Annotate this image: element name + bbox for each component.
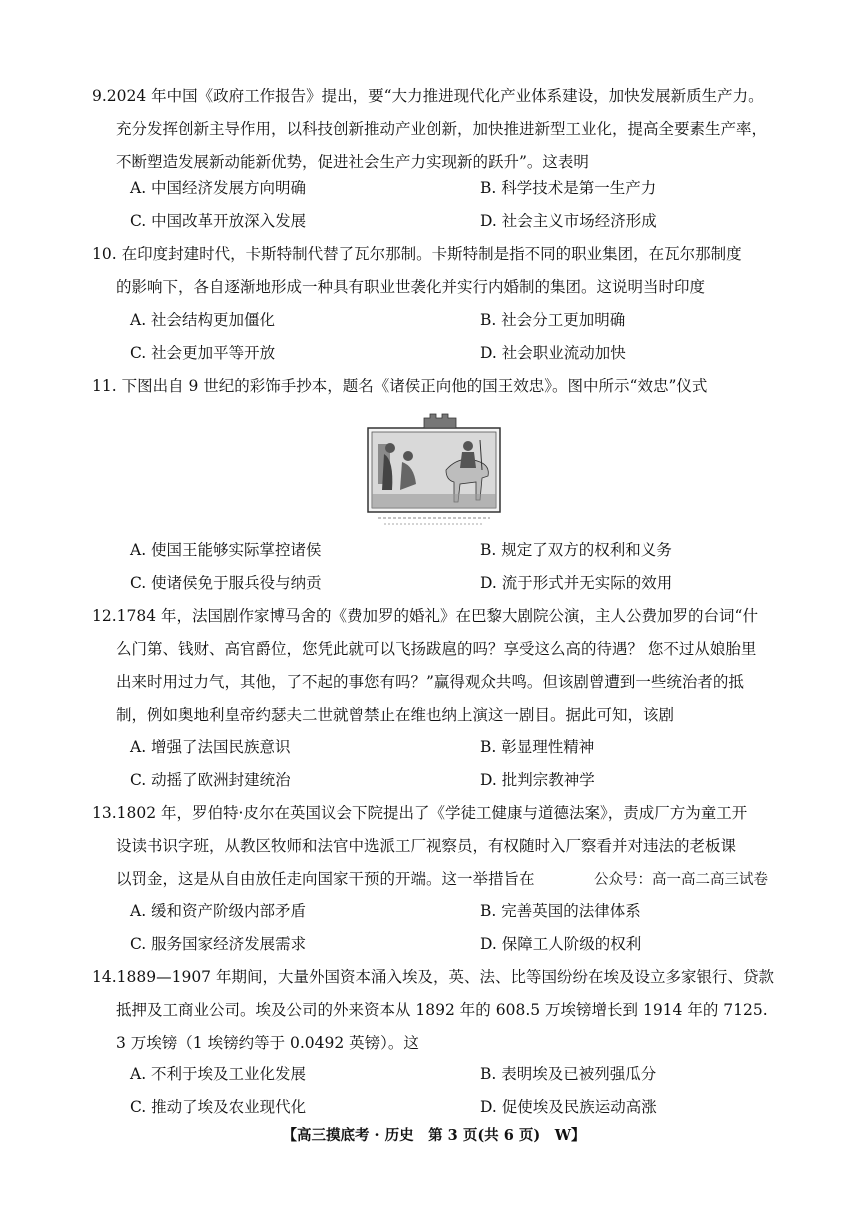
option-d[interactable]: D. 批判宗教神学 <box>480 771 595 789</box>
question-text-line: 设读书识字班，从教区牧师和法官中选派工厂视察员，有权随时入厂察看并对违法的老板课 <box>116 837 737 855</box>
question-9 <box>92 80 804 179</box>
question-13-options <box>130 895 790 961</box>
option-c[interactable]: C. 使诸侯免于服兵役与纳贡 <box>130 574 322 592</box>
option-b[interactable]: B. 表明埃及已被列强瓜分 <box>480 1065 657 1083</box>
question-text-line: 14.1889—1907 年期间，大量外国资本涌入埃及，英、法、比等国纷纷在埃及设立多家银行、贷款 <box>92 968 774 986</box>
option-b[interactable]: B. 彰显理性精神 <box>480 738 595 756</box>
question-10 <box>92 238 804 304</box>
question-text-line: 以罚金，这是从自由放任走向国家干预的开端。这一举措旨在 <box>116 870 535 888</box>
watermark: 公众号：高一高二高三试卷 <box>594 872 768 888</box>
question-text-line: 11. 下图出自 9 世纪的彩饰手抄本，题名《诸侯正向他的国王效忠》。图中所示“效忠”仪式 <box>92 377 708 395</box>
option-a[interactable]: A. 缓和资产阶级内部矛盾 <box>130 902 307 920</box>
option-a[interactable]: A. 不利于埃及工业化发展 <box>130 1065 307 1083</box>
manuscript-image <box>364 410 504 530</box>
question-12-options <box>130 731 790 797</box>
question-text-line: 不断塑造发展新动能新优势，促进社会生产力实现新的跃升”。这表明 <box>116 153 589 171</box>
question-text-line: 出来时用过力气，其他，了不起的事您有吗？”赢得观众共鸣。但该剧曾遭到一些统治者的抵 <box>116 673 744 691</box>
option-d[interactable]: D. 保障工人阶级的权利 <box>480 935 642 953</box>
option-b[interactable]: B. 完善英国的法律体系 <box>480 902 641 920</box>
option-b[interactable]: B. 科学技术是第一生产力 <box>480 179 657 197</box>
option-a[interactable]: A. 中国经济发展方向明确 <box>130 179 307 197</box>
question-text-line: 充分发挥创新主导作用，以科技创新推动产业创新，加快推进新型工业化，提高全要素生产率， <box>116 120 768 138</box>
question-text-line: 12.1784 年，法国剧作家博马舍的《费加罗的婚礼》在巴黎大剧院公演，主人公费加罗的台词“什 <box>92 607 758 625</box>
option-a[interactable]: A. 增强了法国民族意识 <box>130 738 291 756</box>
question-text-line: 制，例如奥地利皇帝约瑟夫二世就曾禁止在维也纳上演这一剧目。据此可知，该剧 <box>116 706 675 724</box>
option-d[interactable]: D. 社会职业流动加快 <box>480 344 626 362</box>
option-a[interactable]: A. 使国王能够实际掌控诸侯 <box>130 541 322 559</box>
question-text-line: 10. 在印度封建时代，卡斯特制代替了瓦尔那制。卡斯特制是指不同的职业集团，在瓦尔那制度 <box>92 245 742 263</box>
question-text-line: 13.1802 年，罗伯特·皮尔在英国议会下院提出了《学徒工健康与道德法案》，责成厂方为童工开 <box>92 804 748 822</box>
option-c[interactable]: C. 服务国家经济发展需求 <box>130 935 307 953</box>
question-9-options <box>130 172 790 238</box>
option-c[interactable]: C. 动摇了欧洲封建统治 <box>130 771 291 789</box>
option-d[interactable]: D. 促使埃及民族运动高涨 <box>480 1098 657 1116</box>
question-10-options <box>130 304 790 370</box>
question-11 <box>92 370 804 403</box>
option-c[interactable]: C. 推动了埃及农业现代化 <box>130 1098 307 1116</box>
option-a[interactable]: A. 社会结构更加僵化 <box>130 311 276 329</box>
question-text-line: 么门第、钱财、高官爵位，您凭此就可以飞扬跋扈的吗？享受这么高的待遇？ 您不过从娘胎里 <box>116 640 757 658</box>
option-c[interactable]: C. 中国改革开放深入发展 <box>130 212 307 230</box>
question-14-options <box>130 1058 790 1124</box>
question-text-line: 9.2024 年中国《政府工作报告》提出，要“大力推进现代化产业体系建设，加快发展新质生产力。 <box>92 87 764 105</box>
option-d[interactable]: D. 社会主义市场经济形成 <box>480 212 657 230</box>
option-b[interactable]: B. 社会分工更加明确 <box>480 311 626 329</box>
page-footer: 【高三摸底考 · 历史 第 3 页(共 6 页) W】 <box>282 1127 586 1144</box>
question-12 <box>92 600 804 732</box>
question-text-line: 的影响下，各自逐渐地形成一种具有职业世袭化并实行内婚制的集团。这说明当时印度 <box>116 278 706 296</box>
question-text-line: 抵押及工商业公司。埃及公司的外来资本从 1892 年的 608.5 万埃镑增长到 1914 年的 7125. <box>116 1001 768 1019</box>
question-14 <box>92 961 804 1060</box>
question-text-line: 3 万埃镑（1 埃镑约等于 0.0492 英镑）。这 <box>116 1034 419 1052</box>
option-d[interactable]: D. 流于形式并无实际的效用 <box>480 574 673 592</box>
question-11-options <box>130 534 790 600</box>
manuscript-illustration <box>364 410 504 530</box>
option-c[interactable]: C. 社会更加平等开放 <box>130 344 276 362</box>
option-b[interactable]: B. 规定了双方的权利和义务 <box>480 541 672 559</box>
